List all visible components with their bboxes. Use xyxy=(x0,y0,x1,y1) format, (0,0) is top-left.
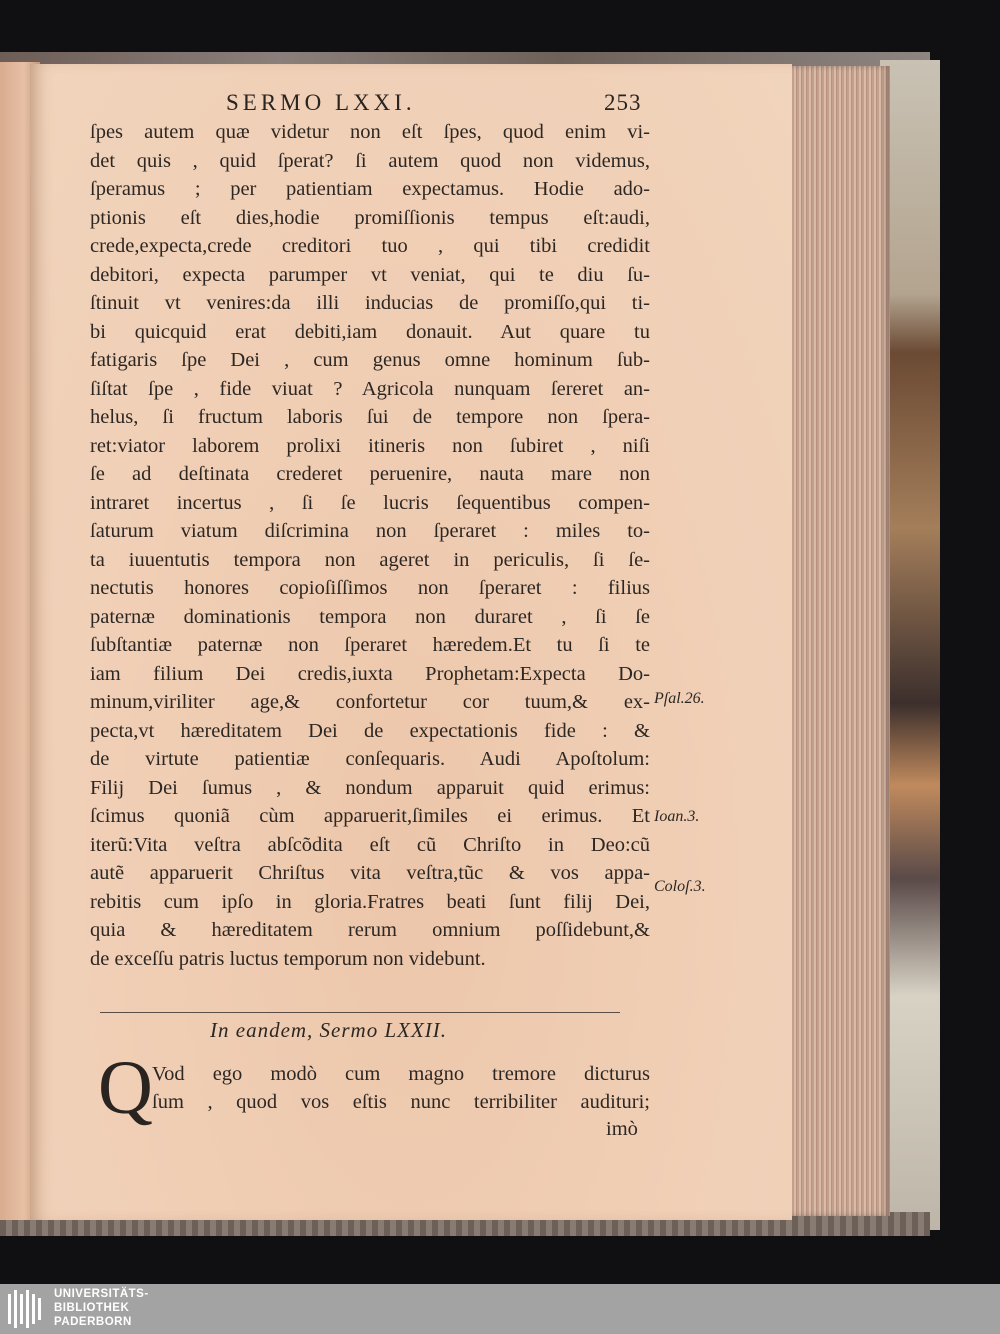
running-head-title: SERMO LXXI. xyxy=(226,90,416,115)
text-line: intraret incertus , ſi ſe lucris ſequentibus compen- xyxy=(90,491,650,514)
text-line: ſpes autem quæ videtur non eſt ſpes, quod enim vi- xyxy=(90,121,650,143)
text-line: helus, ſi fructum laboris ſui de tempore non ſpera- xyxy=(90,406,650,428)
text-line: rebitis cum ipſo in gloria.Fratres beati ſunt filij Dei, xyxy=(90,890,650,913)
text-line: paternæ dominationis tempora non duraret , ſi ſe xyxy=(90,605,650,628)
text-line: ſe ad deſtinata crederet peruenire, nauta mare non xyxy=(90,463,650,485)
text-line: det quis , quid ſperat? ſi autem quod non videmus, xyxy=(90,149,650,172)
text-line: ſubſtantiæ paternæ non ſperaret hæredem.Et tu ſi te xyxy=(90,634,650,656)
text-line: ſperamus ; per patientiam expectamus. Hodie ado- xyxy=(90,178,650,200)
text-line: ret:viator laborem prolixi itineris non ſubiret , niſi xyxy=(90,434,650,457)
text-line: pecta,vt hæreditatem Dei de expectationis fide : & xyxy=(90,719,650,742)
logo-line: UNIVERSITÄTS- xyxy=(54,1288,149,1300)
body-text xyxy=(90,118,650,973)
incipit-line: Vod ego modò cum magno tremore dicturus xyxy=(152,1063,650,1085)
margin-note-psal: Pſal.26. xyxy=(654,690,705,707)
next-sermon-incipit xyxy=(152,1060,650,1116)
text-line: nectutis honores copioſiſſimos non ſperaret : filius xyxy=(90,577,650,599)
text-line: debitori, expecta parumper vt veniat, qui te diu ſu- xyxy=(90,263,650,286)
text-line: ta iuuentutis tempora non ageret in periculis, ſi ſe- xyxy=(90,548,650,571)
text-line: minum,viriliter age,& confortetur cor tuum,& ex- xyxy=(90,691,650,713)
page-number: 253 xyxy=(604,90,642,115)
text-line: iam filium Dei credis,iuxta Prophetam:Expecta Do- xyxy=(90,662,650,685)
text-line: Filij Dei ſumus , & nondum apparuit quid erimus: xyxy=(90,776,650,799)
library-logo-icon xyxy=(6,1288,46,1330)
text-line: bi quicquid erat debiti,iam donauit. Aut quare tu xyxy=(90,320,650,343)
catchword: imò xyxy=(606,1118,638,1140)
drop-cap: Q xyxy=(98,1046,153,1130)
text-line: de exceſſu patris luctus temporum non videbunt. xyxy=(90,947,486,970)
margin-note-ioan: Ioan.3. xyxy=(654,808,700,825)
text-line: ſaturum viatum diſcrimina non ſperaret : miles to- xyxy=(90,520,650,542)
text-line: crede,expecta,crede creditori tuo , qui tibi credidit xyxy=(90,235,650,257)
logo-line: BIBLIOTHEK xyxy=(54,1302,130,1314)
text-line: fatigaris ſpe Dei , cum genus omne hominum ſub- xyxy=(90,349,650,371)
library-footer-banner xyxy=(0,1284,1000,1334)
next-sermon-heading: In eandem, Sermo LXXII. xyxy=(210,1018,448,1042)
library-logo-text xyxy=(54,1287,149,1329)
text-line: de virtute patientiæ conſequaris. Audi Apoſtolum: xyxy=(90,748,650,770)
logo-line: PADERBORN xyxy=(54,1316,132,1328)
section-divider xyxy=(100,1012,620,1013)
text-line: quia & hæreditatem rerum omnium poſſidebunt,& xyxy=(90,919,650,941)
text-line: ptionis eſt dies,hodie promiſſionis tempus eſt:audi, xyxy=(90,206,650,229)
incipit-line: ſum , quod vos eſtis nunc terribiliter audituri; xyxy=(152,1091,650,1113)
margin-note-colos: Coloſ.3. xyxy=(654,878,706,895)
text-line: ſcimus quoniã cùm apparuerit,ſimiles ei erimus. Et xyxy=(90,805,650,827)
text-line: autẽ apparuerit Chriſtus vita veſtra,tũc & vos appa- xyxy=(90,862,650,884)
text-line: iterũ:Vita veſtra abſcõdita eſt cũ Chriſto in Deo:cũ xyxy=(90,833,650,856)
text-line: ſiſtat ſpe , fide viuat ? Agricola nunquam ſereret an- xyxy=(90,377,650,400)
text-line: ſtinuit vt venires:da illi inducias de promiſſo,qui ti- xyxy=(90,292,650,314)
